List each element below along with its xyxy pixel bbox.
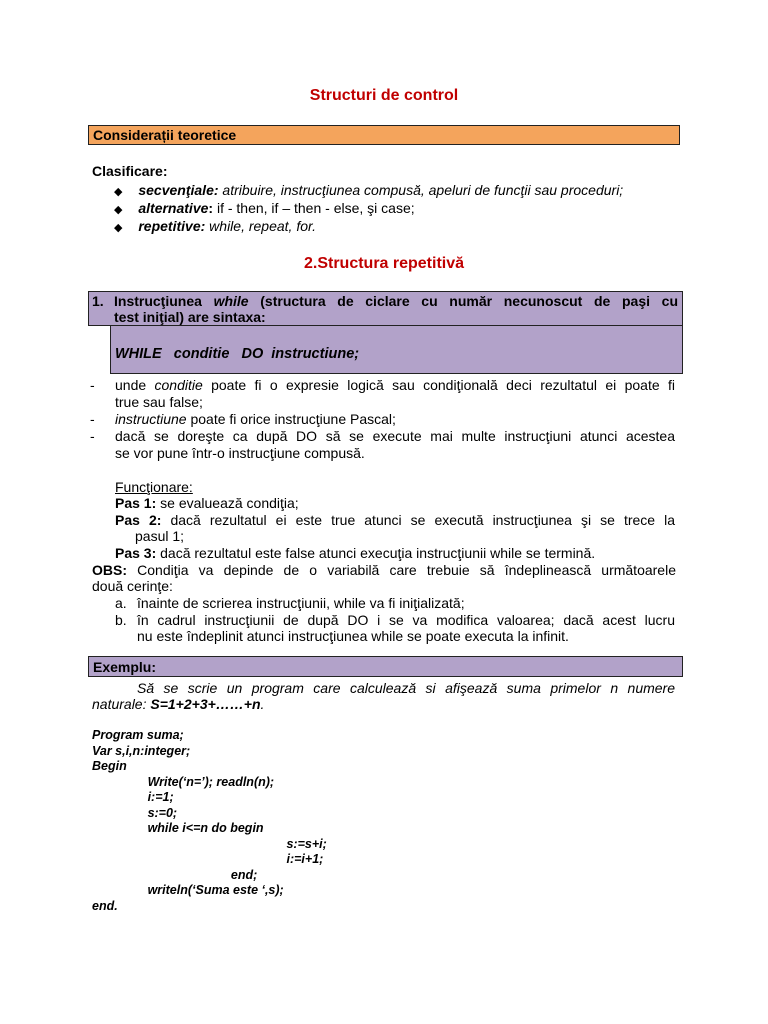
while-def-text: (structura de ciclare cu număr necunoscut de paşi cu [248, 293, 678, 309]
note-continuation: true sau false; [115, 394, 203, 410]
diamond-bullet-icon: ◆ [114, 186, 123, 198]
obs-continuation: două cerinţe: [92, 578, 173, 594]
step-label: Pas 1: [115, 495, 157, 511]
code-line: Begin [92, 759, 127, 773]
step-line [115, 495, 675, 512]
while-keyword: while [213, 293, 249, 309]
classification-item [114, 218, 694, 237]
note-line: dacă se doreşte ca după DO să se execute mai multe instrucţiuni atunci acestea [115, 428, 675, 444]
section-header-label: Considerații teoretice [93, 127, 237, 143]
code-line: Program suma; [92, 728, 184, 742]
note-term: instructiune [115, 411, 187, 427]
note-dash: - [90, 428, 95, 444]
classification-item [114, 200, 694, 219]
code-line: end; [92, 867, 258, 882]
code-line: while i<=n do begin [92, 821, 264, 835]
note-line [115, 411, 675, 428]
code-line: i:=i+1; [92, 852, 324, 866]
step-line [115, 545, 685, 562]
code-line: writeln(‘Suma este ‘,s); [92, 883, 284, 897]
note-term: conditie [154, 377, 203, 393]
example-text: naturale: [92, 696, 151, 712]
note-line [115, 377, 675, 394]
while-number: 1. [92, 293, 104, 309]
section-subtitle: 2.Structura repetitivă [303, 255, 465, 272]
example-statement-cont [92, 696, 264, 713]
page-title: Structuri de control [309, 87, 459, 104]
classification-heading: Clasificare: [92, 163, 168, 179]
classification-term: alternative [138, 200, 209, 216]
section-header-theory [88, 125, 680, 145]
step-text: se evaluează condiţia; [156, 495, 299, 511]
note-continuation: se vor pune într-o instrucţiune compusă. [115, 445, 365, 461]
example-formula: S=1+2+3+……+n [150, 696, 261, 712]
obs-item-mark: b. [115, 612, 127, 628]
code-block [92, 728, 327, 914]
note-dash: - [90, 411, 95, 427]
obs-item-text: în cadrul instrucţiunii de după DO i se va modifica valoarea; dacă acest lucru [137, 612, 675, 628]
example-text: . [260, 696, 265, 712]
obs-line [92, 562, 676, 579]
obs-item-text: înainte de scrierea instrucţiunii, while va fi iniţializată; [137, 595, 465, 611]
diamond-bullet-icon: ◆ [114, 222, 123, 234]
functionare-heading: Funcţionare: [115, 479, 193, 495]
note-text: unde [115, 377, 155, 393]
code-line: i:=1; [92, 790, 174, 804]
note-dash: - [90, 377, 95, 393]
classification-desc: while, repeat, for. [205, 218, 317, 234]
classification-item [114, 182, 694, 201]
classification-desc: atribuire, instrucţiunea compusă, apeluri de funcţii sau proceduri; [218, 182, 624, 198]
while-def-line2: test iniţial) are sintaxa: [114, 309, 266, 325]
while-syntax-box [110, 325, 683, 374]
note-text: poate fi o expresie logică sau condiţională deci rezultatul ei poate fi [202, 377, 675, 393]
step-text: dacă rezultatul este false atunci execuţia instrucţiunii while se termină. [156, 545, 596, 561]
diamond-bullet-icon: ◆ [114, 204, 123, 216]
step-line [115, 512, 675, 529]
example-header [88, 656, 683, 677]
obs-item-continuation: nu este îndeplinit atunci instrucţiunea while se poate executa la infinit. [137, 628, 569, 644]
while-def-line1 [114, 293, 678, 310]
step-text: dacă rezultatul ei este true atunci se execută instrucţiunea şi se trece la [161, 512, 676, 528]
step-continuation: pasul 1; [135, 528, 185, 544]
example-header-label: Exemplu: [93, 659, 157, 675]
note-text: poate fi orice instrucţiune Pascal; [186, 411, 396, 427]
example-statement: Să se scrie un program care calculează si afişează suma primelor n numere [137, 680, 675, 696]
while-definition-box [88, 291, 683, 326]
obs-label: OBS: [92, 562, 127, 578]
step-label: Pas 3: [115, 545, 157, 561]
code-line: end. [92, 898, 118, 913]
code-line: Var s,i,n:integer; [92, 743, 191, 758]
obs-text: Condiţia va depinde de o variabilă care trebuie să îndeplinească următoarele [127, 562, 676, 578]
code-line: s:=s+i; [92, 836, 327, 851]
classification-term: secvenţiale: [138, 182, 219, 198]
while-syntax: WHILE conditie DO instructiune; [115, 346, 360, 362]
code-line: Write(‘n=’); readln(n); [92, 774, 275, 789]
code-line: s:=0; [92, 805, 178, 820]
classification-colon: : [208, 200, 214, 216]
classification-term: repetitive: [138, 218, 206, 234]
obs-item-mark: a. [115, 595, 127, 611]
while-def-text: Instrucţiunea [114, 293, 214, 309]
step-label: Pas 2: [115, 512, 162, 528]
classification-desc: if - then, if – then - else, şi case; [213, 200, 415, 216]
